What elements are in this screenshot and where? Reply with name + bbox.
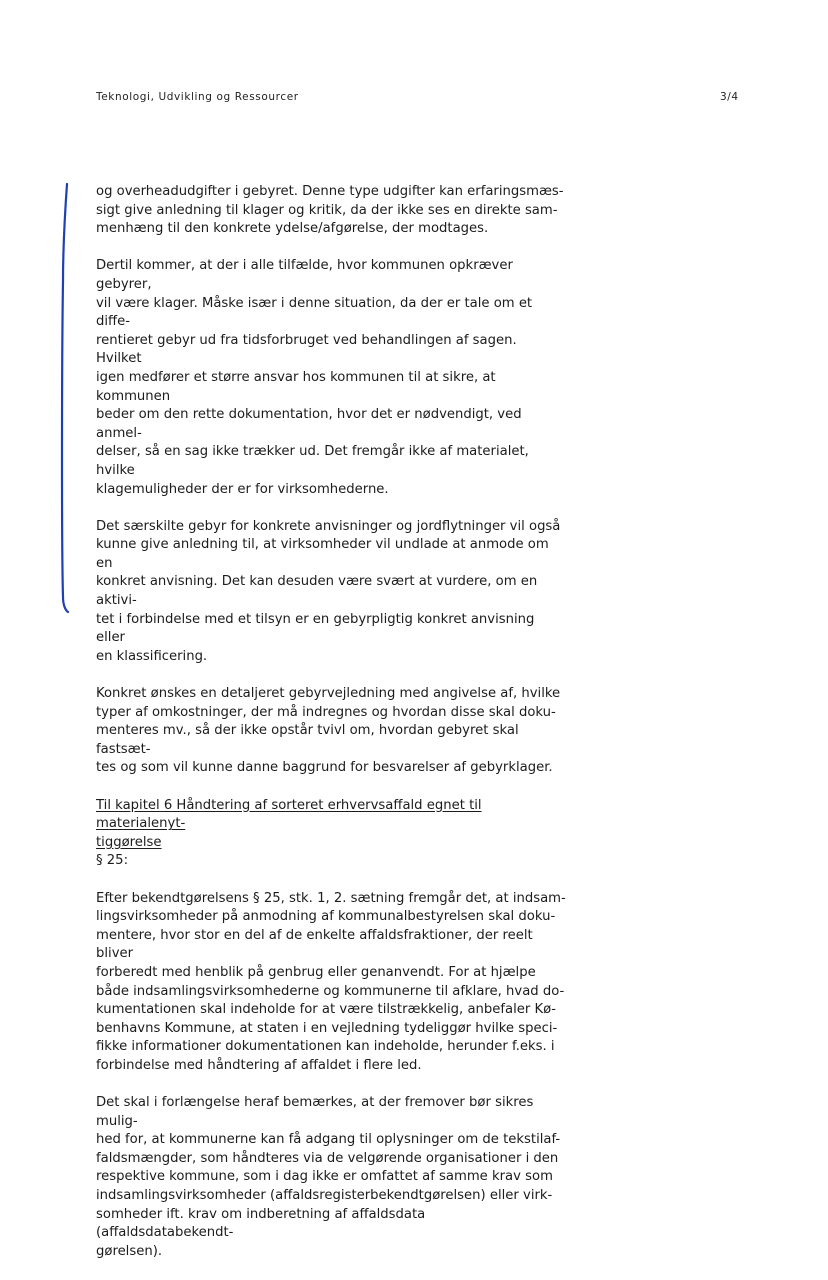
paragraph-textile-waste: Det skal i forlængelse heraf bemærkes, at der fremover bør sikres mulig- hed for, at kommunerne kan få adgang til oplysninger om de tekstilaf- faldsmængder, som håndteres via de velgørende organisationer i den respektive kommune, som i dag ikke er omfattet af samme krav som indsamlingsvirksomheder (affaldsregisterbekendtgørelsen) eller virk- somheder ift. krav om indberetning af affaldsdata (affaldsdatabekendt- gørelsen). bbox=[96, 1095, 561, 1259]
paragraph-complaints: Dertil kommer, at der i alle tilfælde, hvor kommunen opkræver gebyrer, vil være klager. Måske især i denne situation, da der er tale om et diffe- rentieret gebyr ud fra tidsforbruget ved behandlingen af sagen. Hvilket igen medfører et større ansvar hos kommunen til at sikre, at kommunen beder om den rette dokumentation, hvor det er nødvendigt, ved anmel- delser, så en sag ikke trækker ud. Det fremgår ikke af materialet, hvilke klagemuligheder der er for virksomhederne. bbox=[96, 258, 533, 497]
department-header: Teknologi, Udvikling og Ressourcer bbox=[96, 91, 299, 103]
paragraph-fee-guidance: Konkret ønskes en detaljeret gebyrvejledning med angivelse af, hvilke typer af omkostninger, der må indregnes og hvordan disse skal doku- menteres mv., så der ikke opstår tvivl om, hvordan gebyret skal fastsæt- tes og som vil kunne danne baggrund for besvarelser af gebyrklager. bbox=[96, 686, 561, 776]
paragraph-overhead: og overheadudgifter i gebyret. Denne type udgifter kan erfaringsmæs- sigt give anledning til klager og kritik, da der ikke ses en direkte sam- menhæng til den konkrete ydelse/afgørelse, der modtages. bbox=[96, 184, 564, 237]
letter-body bbox=[96, 183, 566, 1280]
paragraph-separate-fee: Det særskilte gebyr for konkrete anvisninger og jordflytninger vil også kunne give anledning til, at virksomheder vil undlade at anmode om en konkret anvisning. Det kan desuden være svært at vurdere, om en aktivi- tet i forbindelse med et tilsyn er en gebyrpligtig konkret anvisning eller en klassificering. bbox=[96, 518, 561, 664]
page-number: 3/4 bbox=[720, 91, 739, 103]
section-heading: Til kapitel 6 Håndtering af sorteret erhvervsaffald egnet til materialenyt- tiggørelse bbox=[96, 797, 482, 850]
handwritten-margin-mark bbox=[58, 182, 72, 614]
margin-mark-stroke bbox=[62, 184, 68, 612]
section-paragraph-ref: § 25: bbox=[96, 853, 129, 869]
paragraph-documentation: Efter bekendtgørelsens § 25, stk. 1, 2. sætning fremgår det, at indsam- lingsvirksomheder på anmodning af kommunalbestyrelsen skal doku- mentere, hvor stor en del af de enkelte affaldsfraktioner, der reelt bliver forberedt med henblik på genbrug eller genanvendt. For at hjælpe både indsamlingsvirksomhederne og kommunerne til afklare, hvad do- kumentationen skal indeholde for at være tilstrækkelig, anbefaler Kø- benhavns Kommune, at staten i en vejledning tydeliggør hvilke speci- fikke informationer dokumentationen kan indeholde, herunder f.eks. i forbindelse med håndtering af affaldet i flere led. bbox=[96, 890, 566, 1073]
section-heading-block bbox=[96, 797, 566, 871]
